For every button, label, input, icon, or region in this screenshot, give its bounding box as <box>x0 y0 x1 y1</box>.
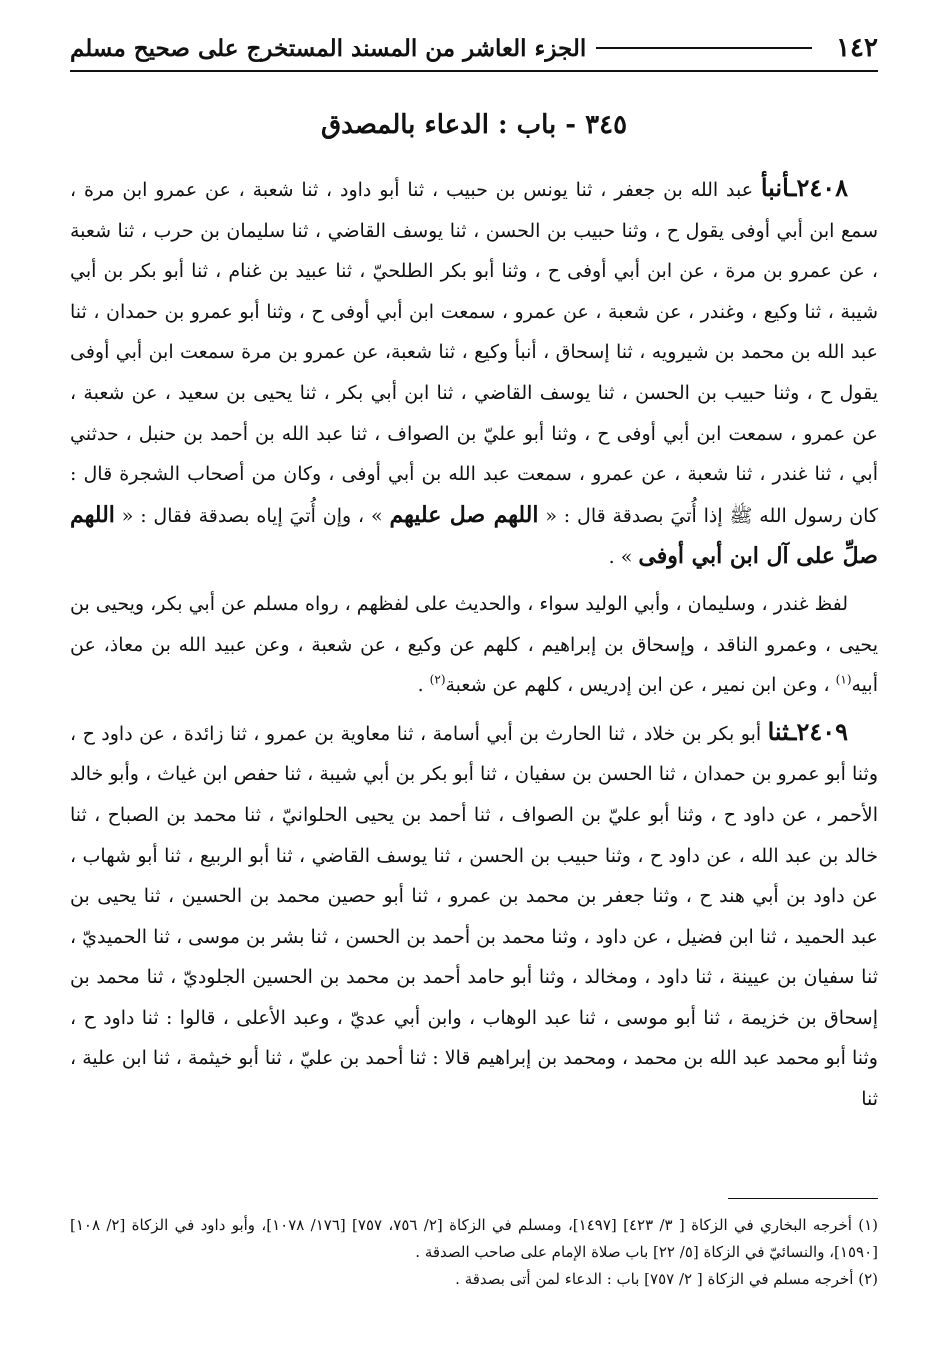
footnote-separator <box>728 1198 878 1199</box>
footnote-ref: (٢) <box>429 672 446 687</box>
page-header <box>70 26 878 72</box>
commentary-text: . <box>417 674 430 697</box>
footnote: (٢) أخرجه مسلم في الزكاة [ ٢/ ٧٥٧] باب : الدعاء لمن أتى بصدقة . <box>455 1270 878 1288</box>
dua-quote: اللهم صل عليهم <box>389 501 539 528</box>
hadith-number: ٢٤٠٩ <box>796 716 848 746</box>
page-number: ١٤٢ <box>836 33 878 63</box>
footnote-ref: (١) <box>835 672 852 687</box>
commentary-text: ، وعن ابن نمير ، عن ابن إدريس ، كلهم عن شعبة <box>445 674 836 697</box>
main-text <box>70 168 878 1120</box>
commentary-text: لفظ غندر ، وسليمان ، وأبي الوليد سواء ، والحديث على لفظهم ، رواه مسلم عن أبي بكر، ويحيى بن يحيى ، وعمرو الناقد ، وإسحاق بن إبراهيم ، كلهم عن وكيع ، عن شعبة ، وعن عبيد الله بن معاذ، عن أبيه <box>70 592 878 697</box>
hadith-text: أبو بكر بن خلاد ، ثنا الحارث بن أبي أسامة ، ثنا معاوية بن عمرو ، ثنا زائدة ، عن داود ح ، وثنا أبو عمرو بن حمدان ، ثنا الحسن بن سفيان ، ثنا أبو بكر بن أبي شيبة ، ثنا حفص ابن غياث ، وأبو خالد الأحمر ، عن داود ح ، وثنا أبو عليّ بن الصواف ، ثنا أحمد بن يحيى الحلوانيّ ، ثنا محمد بن الصباح ، ثنا خالد بن عبد الله ، عن داود ح ، وثنا حبيب بن الحسن ، ثنا يوسف القاضي ، ثنا أبو الربيع ، ثنا أبو شهاب ، عن داود بن أبي هند ح ، وثنا جعفر بن محمد بن عمرو ، ثنا أبو حصين محمد بن الحسين ، ثنا يحيى بن عبد الحميد ، ثنا ابن فضيل ، عن داود ، وثنا محمد بن أحمد بن الحسن ، ثنا بشر بن موسى ، ثنا الحميديّ ، ثنا سفيان بن عيينة ، ثنا داود ، ومخالد ، وثنا أبو حامد أحمد بن محمد بن الحسين الجلوديّ ، ثنا محمد بن إسحاق بن خزيمة ، ثنا أبو موسى ، ثنا عبد الوهاب ، وابن أبي عديّ ، وعبد الأعلى ، قالوا : ثنا داود ح ، وثنا أبو محمد عبد الله بن محمد ، ومحمد بن إبراهيم قالا : ثنا أحمد بن عليّ ، ثنا أبو خيثمة ، ثنا ابن علية ، ثنا <box>70 722 878 1111</box>
commentary <box>70 584 878 706</box>
narration-term: ـأنبأ <box>760 173 797 202</box>
hadith-text: عبد الله بن جعفر ، ثنا يونس بن حبيب ، ثنا أبو داود ، ثنا شعبة ، عن عمرو ابن مرة ، سمع ابن أبي أوفى يقول ح ، وثنا حبيب بن الحسن ، ثنا يوسف القاضي ، ثنا سليمان بن حرب ، ثنا شعبة ، عن عمرو بن مرة ، عن ابن أبي أوفى ح ، وثنا أبو بكر الطلحيّ ، ثنا عبيد بن غنام ، ثنا أبو بكر بن أبي شيبة ، ثنا وكيع ، وغندر ، عن شعبة ، عن عمرو ، سمعت ابن أبي أوفى ح ، وثنا أبو عمرو بن حمدان ، ثنا عبد الله بن محمد بن شيرويه ، ثنا إسحاق ، أنبأ وكيع ، ثنا شعبة، عن عمرو بن مرة سمعت ابن أبي أوفى يقول ح ، وثنا حبيب بن الحسن ، ثنا يوسف القاضي ، ثنا ابن أبي بكر ، ثنا يحيى بن سعيد ، عن شعبة ، عن عمرو ، سمعت ابن أبي أوفى ح ، وثنا أبو عليّ بن الصواف ، ثنا عبد الله بن أحمد بن حنبل ، حدثني أبي ، ثنا غندر ، ثنا شعبة ، عن عمرو ، سمعت عبد الله بن أبي أوفى ، وكان من أصحاب الشجرة قال : كان رسول الله ﷺ إذا أُتيَ بصدقة قال : « <box>70 179 879 527</box>
hadith-2409 <box>70 712 878 1120</box>
header-rule <box>596 47 812 49</box>
footnote: (١) أخرجه البخاري في الزكاة [ ٣/ ٤٢٣] [١٤٩٧]، ومسلم في الزكاة [٢/ ٧٥٦، ٧٥٧] [١٧٦/ ١٠٧٨]، وأبو داود في الزكاة [٢/ ١٠٨] [١٥٩٠]، والنسائيّ في الزكاة [٥/ ٢٢] باب صلاة الإمام على صاحب الصدقة . <box>70 1216 879 1261</box>
chapter-title: ٣٤٥ - باب : الدعاء بالمصدق <box>320 110 628 140</box>
hadith-text: » ، وإن أُتيَ إياه بصدقة فقال : « <box>114 504 390 527</box>
narration-term: ـثنا <box>767 716 797 746</box>
hadith-2408 <box>70 168 878 578</box>
running-title: الجزء العاشر من المسند المستخرج على صحيح مسلم <box>70 34 587 62</box>
hadith-text: » . <box>608 546 639 569</box>
footnotes <box>70 1212 878 1293</box>
dua-quote: اللهم صلِّ على آل ابن أبي أوفى <box>70 501 878 570</box>
hadith-number: ٢٤٠٨ <box>796 173 848 202</box>
